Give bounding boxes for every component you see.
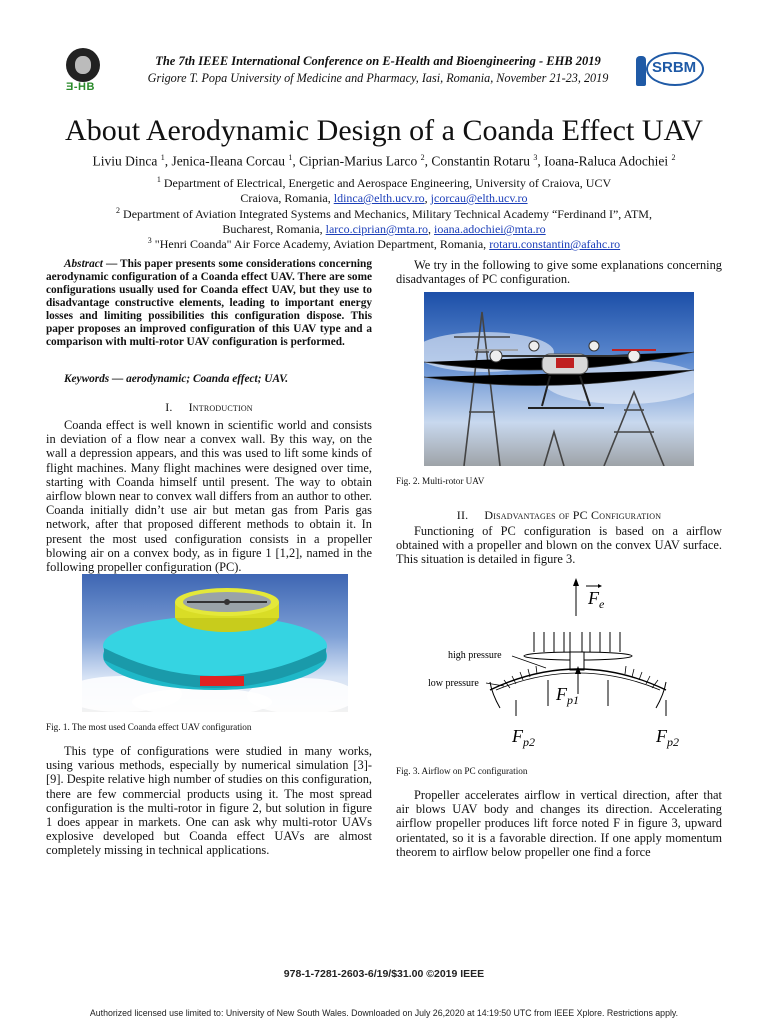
figure-1-coanda-uav-image bbox=[82, 574, 348, 712]
section-1-para-1: Coanda effect is well known in scientific world and consists in deviation of a flow near a convex wall. By this way, on the wall a depression appears, and this was used to lift some kinds of flight machines. Many flight machines were designed over time, starting with Coanda himself until present. The way to obtain airflow blown near to convex wall differs from an author to other. Coanda initially didn’t use air but metan gas from Paris gas network, after that proposed different methods to obtain it. In present the most used configuration consists in a propeller blowing air on a convex body, as in figure 1 [1,2], named in the following propeller configuration (PC). bbox=[46, 418, 372, 575]
keywords-block bbox=[46, 372, 372, 386]
conference-header bbox=[66, 48, 706, 98]
email-link[interactable]: rotaru.constantin@afahc.ro bbox=[489, 237, 621, 251]
email-link[interactable]: larco.ciprian@mta.ro bbox=[325, 222, 428, 236]
license-footer: Authorized licensed use limited to: University of New South Wales. Downloaded on July 26,2020 at 14:19:50 UTC from IEEE Xplore. Restrictions apply. bbox=[89, 1008, 679, 1018]
section-2-para-1: Functioning of PC configuration is based on a airflow obtained with a propeller and blown on the convex UAV surface. This situation is detailed in figure 3. bbox=[396, 524, 722, 567]
abstract-text: — This paper presents some considerations concerning aerodynamic configuration of a Coanda effect UAV. There are some configurations usually used for Coanda effect UAV, but they use to disadvantage constructive elements, leading to important energy losses and limiting possibilities this configuration dispose. This paper proposes an improved configuration of this UAV type and a comparison with multi-rotor UAV configuration is performed. bbox=[46, 258, 372, 348]
section-2-para-2: Propeller accelerates airflow in vertical direction, after that air blows UAV body and changes its direction. Accelerating airflow propeller produces lift force noted F in figure 3, upward orientated, so it is a favorable direction. If one apply momentum theorem to airflow below propeller one find a force bbox=[396, 788, 722, 859]
srbm-logo-text: SRBM bbox=[652, 59, 697, 76]
email-link[interactable]: jcorcau@elth.ucv.ro bbox=[430, 191, 528, 205]
high-pressure-label: high pressure bbox=[448, 650, 502, 661]
ehb-logo: Ǝ-HB bbox=[66, 48, 110, 96]
affiliation-3: $^3$ "Henri Coanda" Air Force Academy, Aviation Department, Romania, rotaru.constantin@afahc.ro bbox=[147, 236, 621, 251]
brain-scan-icon bbox=[66, 48, 100, 82]
section-1-heading: I. Introduction bbox=[165, 400, 253, 414]
figure-2-caption: Fig. 2. Multi-rotor UAV bbox=[396, 476, 485, 486]
fe-label: $F_e$ bbox=[588, 588, 605, 611]
fp2-right-label: $F_{p2}$ bbox=[656, 726, 679, 749]
section-2-heading: II. Disadvantages of PC Configuration bbox=[456, 508, 662, 522]
email-link[interactable]: ioana.adochiei@mta.ro bbox=[433, 222, 546, 236]
author-name: Ciprian-Marius Larco bbox=[299, 153, 418, 169]
figure-3-airflow-diagram bbox=[420, 576, 720, 756]
affiliation-1: $^1$ Department of Electrical, Energetic and Aerospace Engineering, University of Craiova, UCV Craiova, Romania, ldinca@elth.ucv.ro, jcorcau@elth.ucv.ro bbox=[156, 175, 612, 205]
conference-name: The 7th IEEE International Conference on E-Health and Bioengineering - EHB 2019 bbox=[155, 54, 601, 68]
ehb-logo-text: -HB bbox=[73, 81, 95, 93]
author-name: Ioana-Raluca Adochiei bbox=[544, 153, 669, 169]
author-list: Liviu Dinca $^1$, Jenica-Ileana Corcau $^1$, Ciprian-Marius Larco $^2$, Constantin Rotaru $^3$, Ioana-Raluca Adochiei $^2$ bbox=[92, 153, 676, 169]
right-intro-para: We try in the following to give some explanations concerning disadvantages of PC configuration. bbox=[396, 258, 722, 287]
keywords: Keywords — aerodynamic; Coanda effect; UAV. bbox=[64, 373, 289, 385]
author-name: Liviu Dinca bbox=[92, 153, 158, 169]
section-1-para-2: This type of configurations were studied in many works, using various methods, especially by numerical simulation [3]-[9]. Despite relative high number of studies on this configuration, there are few commercial products using it. The most spread configuration is the multi-rotor in figure 2, but solution in figure 1 does appear in markets. One can ask why multi-rotor UAVs explosive developed but Coanda effect UAVs are almost completely missing in technical applications. bbox=[46, 744, 372, 858]
abstract-block bbox=[46, 258, 372, 349]
figure-3-caption: Fig. 3. Airflow on PC configuration bbox=[396, 766, 528, 776]
email-link[interactable]: ldinca@elth.ucv.ro bbox=[333, 191, 425, 205]
paper-title: About Aerodynamic Design of a Coanda Effect UAV bbox=[65, 114, 703, 147]
figure-2-multirotor-image bbox=[424, 292, 694, 466]
figure-icon bbox=[636, 56, 646, 86]
abstract-label: Abstract bbox=[64, 258, 103, 270]
fp2-left-label: $F_{p2}$ bbox=[512, 726, 535, 749]
low-pressure-label: low pressure bbox=[428, 678, 479, 689]
conference-venue: Grigore T. Popa University of Medicine and Pharmacy, Iasi, Romania, November 21-23, 2019 bbox=[147, 71, 609, 85]
author-name: Jenica-Ileana Corcau bbox=[171, 153, 285, 169]
affiliation-2: $^2$ Department of Aviation Integrated Systems and Mechanics, Military Technical Academy “Ferdinand I”, ATM, Bucharest, Romania, larco.ciprian@mta.ro, ioana.adochiei@mta.ro bbox=[116, 206, 652, 236]
figure-1-caption: Fig. 1. The most used Coanda effect UAV configuration bbox=[46, 722, 252, 732]
author-name: Constantin Rotaru bbox=[431, 153, 530, 169]
fp1-label: $F_{p1}$ bbox=[556, 684, 579, 707]
srbm-logo bbox=[636, 50, 706, 94]
copyright-footer: 978-1-7281-2603-6/19/$31.00 ©2019 IEEE bbox=[283, 968, 485, 980]
